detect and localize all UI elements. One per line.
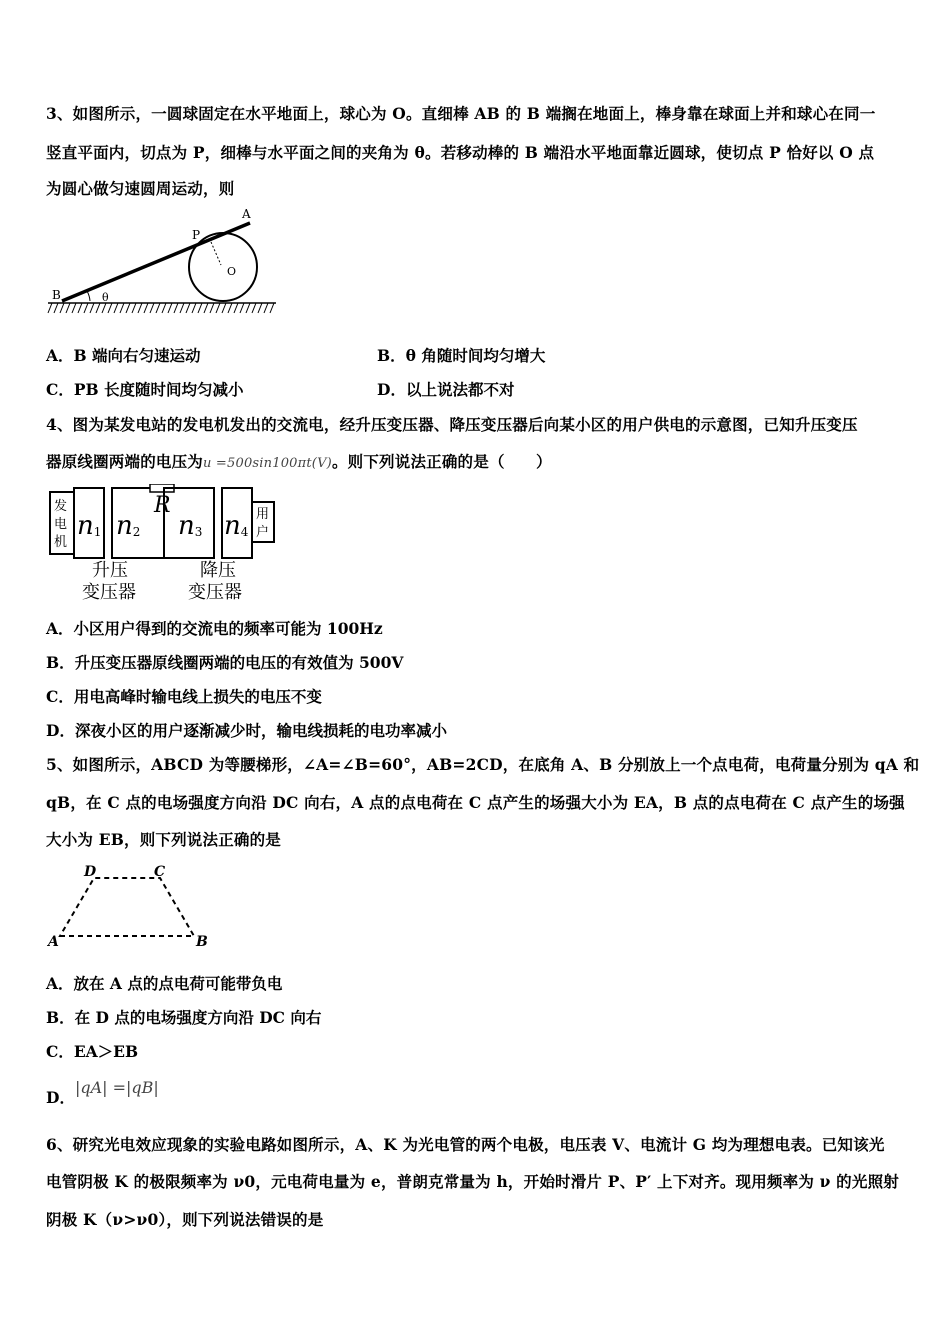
q4-line-2 <box>46 450 552 472</box>
q5-label-c: C <box>154 864 166 880</box>
q3-line-2: 竖直平面内，切点为 P，细棒与水平面之间的夹角为 θ。若移动棒的 B 端沿水平地面靠近圆球，使切点 P 恰好以 O 点 <box>46 143 875 162</box>
q3-line-1: 3、如图所示，一圆球固定在水平地面上，球心为 O。直细棒 AB 的 B 端搁在地面上，棒身靠在球面上并和球心在同一 <box>46 104 876 123</box>
q4-line-2-pre: 器原线圈两端的电压为 <box>46 452 204 471</box>
q4-user-label <box>256 507 273 540</box>
q5-figure <box>46 862 216 952</box>
q4-user-char-1: 用 <box>256 507 270 522</box>
q3-angle-arc <box>87 291 90 301</box>
q3-label-theta: θ <box>102 291 109 304</box>
q5-line-1: 5、如图所示，ABCD 为等腰梯形，∠A=∠B=60°，AB=2CD，在底角 A、B 分别放上一个点电荷，电荷量分别为 qA 和 <box>46 755 920 774</box>
q4-user-char-2: 户 <box>256 525 270 540</box>
q4-line-1: 4、图为某发电站的发电机发出的交流电，经升压变压器、降压变压器后向某小区的用户供电的示意图，已知升压变压 <box>46 415 858 434</box>
q3-option-b: B．θ 角随时间均匀增大 <box>377 346 546 365</box>
q4-step-down-line-1: 降压 <box>200 560 236 581</box>
q4-formula: u =500sin100πt(V) <box>203 456 332 471</box>
q5-label-d: D <box>84 864 97 880</box>
q5-label-b: B <box>196 934 208 950</box>
q6-line-1: 6、研究光电效应现象的实验电路如图所示，A、K 为光电管的两个电极，电压表 V、电流计 G 均为理想电表。已知该光 <box>46 1135 885 1154</box>
q3-radius <box>211 242 221 265</box>
q4-line-2-post: 。则下列说法正确的是（ ） <box>331 452 552 471</box>
q3-option-a: A．B 端向右匀速运动 <box>46 346 201 365</box>
q4-option-c: C．用电高峰时输电线上损失的电压不变 <box>46 687 322 706</box>
q3-option-c: C．PB 长度随时间均匀减小 <box>46 380 244 399</box>
q5-option-a: A．放在 A 点的点电荷可能带负电 <box>46 974 283 993</box>
q5-line-3: 大小为 EB，则下列说法正确的是 <box>46 830 282 849</box>
q4-step-up-line-2: 变压器 <box>82 582 136 602</box>
q3-figure <box>46 205 286 320</box>
q5-option-b: B．在 D 点的电场强度方向沿 DC 向右 <box>46 1008 322 1027</box>
q4-n2: n2 <box>116 511 141 541</box>
q3-label-p: P <box>192 228 201 242</box>
q3-label-a: A <box>242 207 251 221</box>
q4-gen-char-1: 发 <box>54 499 68 514</box>
q5-line-2: qB，在 C 点的电场强度方向沿 DC 向右，A 点的点电荷在 C 点产生的场强大小为 EA，B 点的点电荷在 C 点产生的场强 <box>46 793 905 812</box>
q4-step-down-line-2: 变压器 <box>188 582 242 602</box>
q3-rod <box>62 223 250 301</box>
q4-option-d: D．深夜小区的用户逐渐减少时，输电线损耗的电功率减小 <box>46 721 447 740</box>
q3-label-o: O <box>227 265 237 278</box>
q4-n1: n1 <box>77 511 102 541</box>
q3-label-b: B <box>52 288 61 302</box>
q3-ground-hatch <box>48 303 274 313</box>
q4-gen-char-3: 机 <box>54 535 68 550</box>
q3-line-3: 为圆心做匀速圆周运动，则 <box>46 179 235 198</box>
q5-option-d-formula: |qA| =|qB| <box>74 1078 159 1097</box>
q4-generator-label <box>54 499 71 550</box>
q4-step-up-line-1: 升压 <box>92 560 128 581</box>
q5-option-d <box>46 1076 159 1107</box>
q5-trapezoid <box>60 878 194 936</box>
q5-label-a: A <box>48 934 59 950</box>
q5-option-c: C．EA＞EB <box>46 1042 139 1061</box>
q4-gen-char-2: 电 <box>54 517 68 532</box>
q6-line-2: 电管阴极 K 的极限频率为 ν0，元电荷电量为 e，普朗克常量为 h，开始时滑片 P、P′ 上下对齐。现用频率为 ν 的光照射 <box>46 1172 899 1191</box>
q4-option-b: B．升压变压器原线圈两端的电压的有效值为 500V <box>46 653 404 672</box>
q6-line-3: 阴极 K（ν>ν0），则下列说法错误的是 <box>46 1210 324 1229</box>
q5-option-d-label: D． <box>46 1088 75 1107</box>
q4-option-a: A．小区用户得到的交流电的频率可能为 100Hz <box>46 619 383 638</box>
q4-n3: n3 <box>178 511 203 541</box>
q4-figure <box>46 484 286 602</box>
q4-n4: n4 <box>224 511 249 541</box>
q3-option-d: D．以上说法都不对 <box>377 380 515 399</box>
q4-r-label: R <box>154 493 171 518</box>
